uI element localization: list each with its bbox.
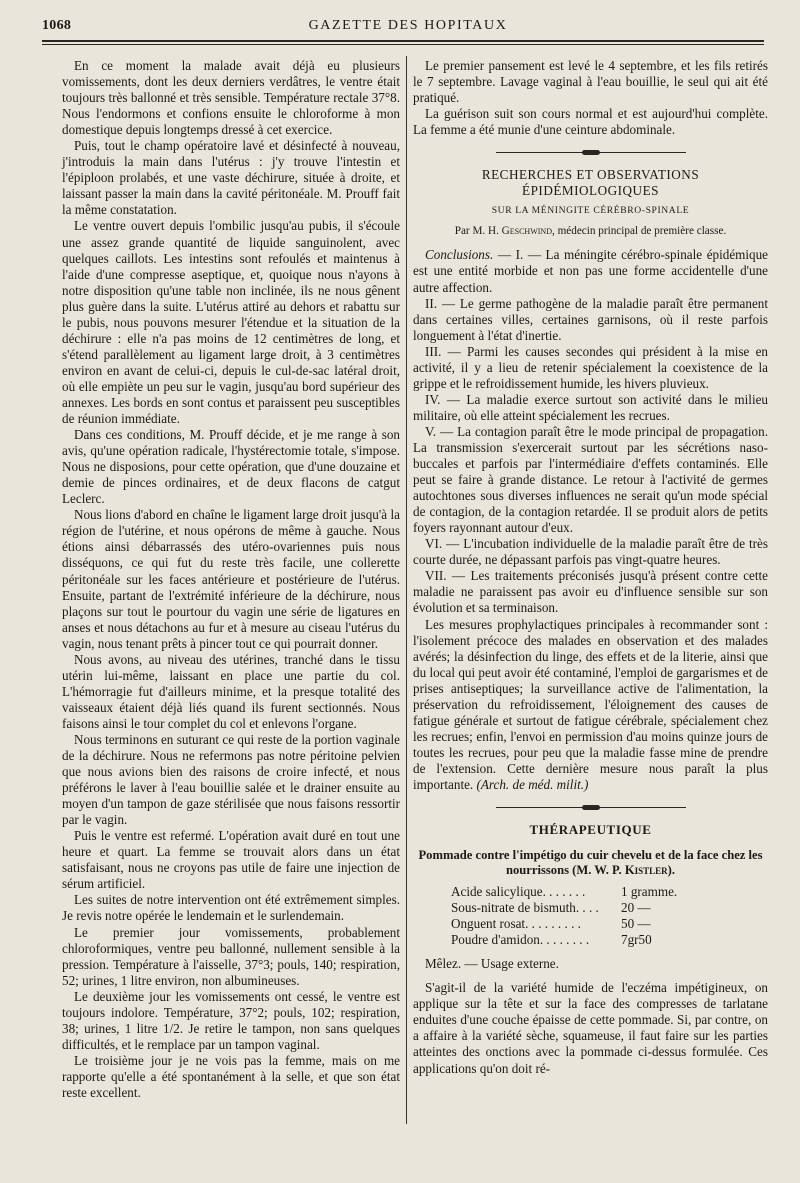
- paragraph: Puis, tout le champ opératoire lavé et désinfecté à nouveau, j'introduis la main dans l'utérus : j'y trouve l'intestin et l'épiploon prolabés, et une vaste déchirure, située à droite, et laissant passer la main dans la cavité péritonéale. M. Prouff fait la même constatation.: [62, 138, 400, 218]
- article-author: [413, 223, 768, 239]
- paragraph: Mêlez. — Usage externe.: [425, 956, 559, 972]
- paragraph: Le premier pansement est levé le 4 septembre, et les fils retirés le 7 septembre. Lavage vaginal à l'eau bouillie, le seul qui ait été pratiqué.: [413, 58, 768, 106]
- paragraph: Nous avons, au niveau des utérines, tranché dans le tissu utérin lui-même, laissant en place une partie du col. L'hémorragie fut d'ailleurs minime, et la presque totalité des vaisseaux étaient déjà liés quand ils furent sectionnés. Nous faisons ainsi le tour complet du col et enlevons l'organe.: [62, 651, 400, 731]
- source-citation: (Arch. de méd. milit.): [476, 776, 589, 792]
- paragraph: III. — Parmi les causes secondes qui président à la mise en activité, il y a lieu de retenir spécialement la coexistence de la grippe et le refroidissement humide, les hivers pluvieux.: [413, 343, 768, 391]
- paragraph: VI. — L'incubation individuelle de la maladie paraît être de très courte durée, ne dépassant parfois pas vingt-quatre heures.: [413, 536, 768, 568]
- conclusion-i: — I. — La méningite cérébro-spinale épidémique est une entité morbide et non pas une forme accidentelle d'une autre affection.: [413, 247, 768, 295]
- author-prefix: Par M. H.: [454, 225, 502, 238]
- section-heading: THÉRAPEUTIQUE: [529, 822, 652, 838]
- paragraph: IV. — La maladie exerce surtout son activité dans le milieu militaire, où elle atteint spécialement les recrues.: [413, 391, 768, 423]
- paragraph: Le troisième jour je ne vois pas la femme, mais on me rapporte qu'elle a été spontanément à la selle, et que son état reste excellent.: [62, 1052, 400, 1100]
- author-name: Geschwind: [501, 225, 552, 238]
- paragraph: Le deuxième jour les vomissements ont cessé, le ventre est toujours indolore. Température, 37°2; pouls, 102; respiration, 38; urines, 1 litre 1/2. Je retire le tampon, non sans quelques difficultés, et le remplace par un tampon vaginal.: [62, 988, 400, 1052]
- column-divider: [406, 56, 407, 1124]
- article-subtitle: SUR LA MÉNINGITE CÉRÉBRO-SPINALE: [491, 205, 690, 217]
- recipe-title: [413, 848, 768, 878]
- ornamental-divider: [496, 150, 686, 156]
- ingredient-row: [451, 932, 768, 948]
- paragraph: Dans ces conditions, M. Prouff décide, et je me range à son avis, qu'une opération radicale, l'hystérectomie totale, s'impose. Nous ne disposions, pour cette opération, que d'une douzaine et demie de pinces ordinaires, et de deux flacons de catgut Leclerc.: [62, 427, 400, 507]
- conclusions-label: Conclusions.: [425, 247, 494, 263]
- author-suffix: , médecin principal de première classe.: [551, 225, 727, 238]
- paragraph: Les suites de notre intervention ont été extrêmement simples. Je revis notre opérée le lendemain et le surlendemain.: [62, 892, 400, 924]
- paragraph: En ce moment la malade avait déjà eu plusieurs vomissements, dont les deux derniers verdâtres, le ventre était toujours très ballonné et très sensible. Température rectale 37°8. Nous l'endormons et confions ensuite le chloroforme à mon domestique depuis longtemps dressé à cet exercice.: [62, 58, 400, 138]
- ingredient-dose: 50 —: [621, 916, 651, 932]
- paragraph: Puis le ventre est refermé. L'opération avait duré en tout une heure et quart. La femme se trouvait alors dans un état satisfaisant, nous ne croyons pas utile de faire une injection de sérum artificiel.: [62, 828, 400, 892]
- recipe-title-end: ).: [667, 863, 675, 878]
- recipe-ingredients: [451, 884, 768, 948]
- paragraph: La guérison suit son cours normal et est aujourd'hui complète. La femme a été munie d'une ceinture abdominale.: [413, 106, 768, 138]
- ornamental-divider: [496, 805, 686, 811]
- journal-title: GAZETTE DES HOPITAUX: [308, 18, 508, 33]
- paragraph: VII. — Les traitements préconisés jusqu'à présent contre cette maladie ne paraissent pas avoir eu d'influence sensible sur son évolution et sa terminaison.: [413, 568, 768, 616]
- recipe-title-text: Pommade contre l'impétigo du cuir chevelu et de la face chez les nourrissons (M. W. P.: [418, 848, 763, 878]
- page-header: [30, 14, 786, 36]
- ingredient-name: Acide salicylique. . . . . . .: [451, 884, 586, 900]
- paragraph: Nous lions d'abord en chaîne le ligament large droit jusqu'à la région de l'utérine, et nous opérons de même à gauche. Nous étions ainsi débarrassés des utéro-ovariennes puis nous disséquons, ce qui fut du reste très facile, une collerette péritonéale sur les faces antérieure et postérieure de l'utérus. Ensuite, partant de l'extrémité inférieure de la déchirure, nous plaçons sur tout le pourtour du vagin une série de ligatures en anses et nous détachons au fur et à mesure au ciseau l'utérus du vagin, nous tenant prêts à pincer tout ce qui pourrait donner.: [62, 507, 400, 651]
- paragraph: Le premier jour vomissements, probablement chloroformiques, ventre peu ballonné, nullement sensible à la pression. Température à l'aisselle, 37°3; pouls, 140; respiration, 52; urines, 1 litre environ, non albumineuses.: [62, 924, 400, 988]
- header-rule: [42, 40, 764, 45]
- paragraph: [413, 247, 768, 295]
- paragraph: Le ventre ouvert depuis l'ombilic jusqu'au pubis, il s'écoule une assez grande quantité de liquide sanguinolent, avec quelques caillots. Les intestins sont refoulés et maintenus à l'aide d'une compresse aseptique, et, quoique nous n'ayons à notre disposition qu'une table non inclinée, ils ne nous gênent plus guère dans la suite. L'utérus attiré au dehors et rabattu sur le pubis, nous pouvons mesurer l'étendue et la situation de la déchirure : elle n'a pas moins de 12 centimètres de long, et s'étend parallèlement au ligament large droit, à 3 centimètres environ en avant de celui-ci, depuis le cul-de-sac latéral droit, où elle empiète un peu sur le vagin, jusqu'au bord supérieur des annexes. Les bords en sont contus et paraissent peu susceptibles de réunion immédiate.: [62, 218, 400, 427]
- ingredient-name: Poudre d'amidon. . . . . . . .: [451, 932, 590, 948]
- paragraph: V. — La contagion paraît être le mode principal de propagation. La transmission s'exercerait surtout par les sécrétions naso-buccales et parfois par l'intermédiaire d'effets contaminés. Elle peut se faire à grande distance. Le retour à l'activité de germes autochtones sous diverses influences ne serait qu'un mode spécial de contagion, de la contagion retardée. Il se produit alors de petits foyers rayonnant autour d'eux.: [413, 423, 768, 536]
- paragraph: [413, 617, 768, 794]
- left-column: [62, 58, 400, 1101]
- right-column: [413, 58, 768, 1077]
- ingredient-name: Onguent rosat. . . . . . . . .: [451, 916, 581, 932]
- paragraph: S'agit-il de la variété humide de l'eczéma impétigineux, on applique sur la tête et sur la face des compresses de tarlatane enduites d'une couche épaisse de cette pommade. Si, par contre, on a affaire à la variété sèche, squameuse, il faut faire sur les parties atteintes des onctions avec la pommade ci-dessus formulée. Ces applications qu'on doit ré-: [413, 980, 768, 1076]
- ingredient-dose: 7gr50: [621, 932, 652, 948]
- paragraph: Nous terminons en suturant ce qui reste de la portion vaginale de la déchirure. Nous ne refermons pas notre péritoine pelvien que nous avions bien des raisons de croire infecté, et nous préférons le laver à l'eau bouillie salée et le drainer ensuite au moyen d'un tampon de gaze stérilisée que nous faisons ressortir par le vagin.: [62, 731, 400, 828]
- article-title: RECHERCHES ET OBSERVATIONS ÉPIDÉMIOLOGIQUES: [481, 167, 700, 199]
- ingredient-name: Sous-nitrate de bismuth. . . .: [451, 900, 599, 916]
- ingredient-row: [451, 916, 768, 932]
- paragraph: II. — Le germe pathogène de la maladie paraît être permanent dans certaines villes, certaines garnisons, où il reste parfois longuement à l'état d'inertie.: [413, 295, 768, 343]
- prophylaxis-text: Les mesures prophylactiques principales à recommander sont : l'isolement précoce des malades en observation et des malades avérés; la désinfection du linge, des effets et de la literie, ainsi que du local qui peut avoir été contaminé, l'emploi de gargarismes et de prises antiseptiques; la surveillance active de l'alimentation, la préservation du refroidissement, l'éloignement des causes de fatigue générale et surtout de fatigue cérébrale, spécialement chez les recrues; enfin, l'envoi en permission d'au moins quinze jours de toutes les recrues, pour peu que la maladie fasse mine de prendre de l'extension. Cette dernière mesure nous paraît la plus importante.: [413, 616, 768, 792]
- ingredient-dose: 1 gramme.: [621, 884, 678, 900]
- ingredient-row: [451, 900, 768, 916]
- ingredient-row: [451, 884, 768, 900]
- page-number: 1068: [42, 18, 72, 33]
- recipe-author: Kistler: [624, 863, 668, 878]
- ingredient-dose: 20 —: [621, 900, 651, 916]
